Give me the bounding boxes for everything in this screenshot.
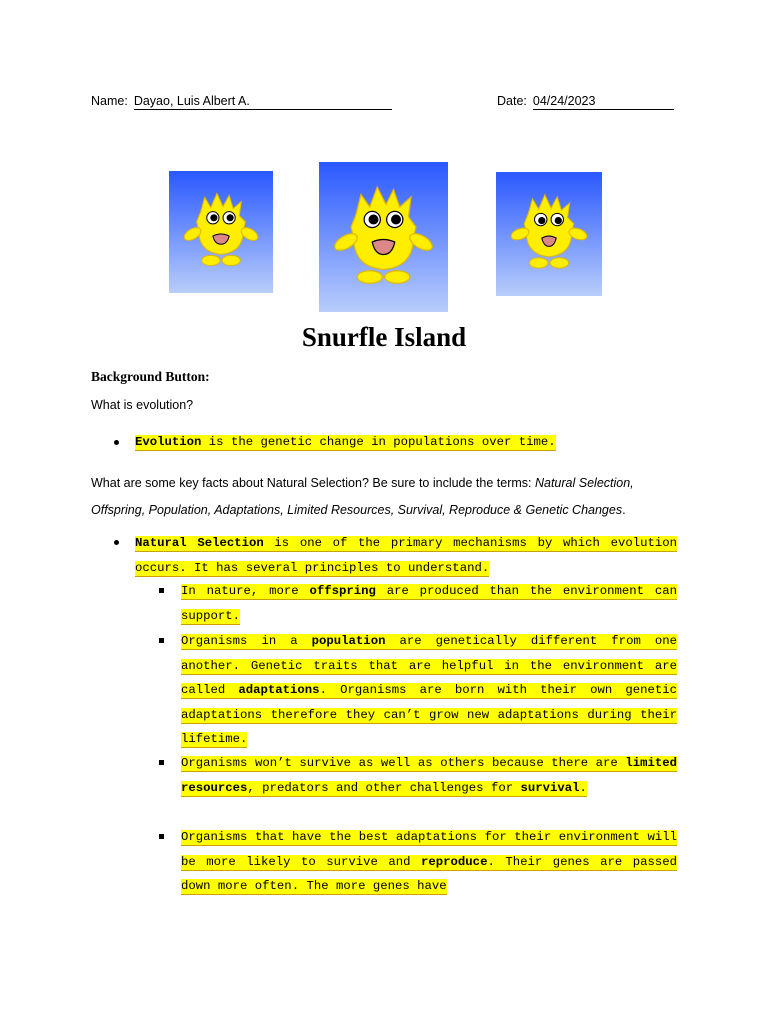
term-survival: survival xyxy=(520,780,580,795)
question-evolution: What is evolution? xyxy=(91,398,194,412)
page-title: Snurfle Island xyxy=(301,322,467,352)
term-limited-resources: limited resources xyxy=(181,756,677,795)
snurfle-creature-icon xyxy=(169,171,273,293)
question-natural-selection xyxy=(91,470,691,524)
date-value: 04/24/2023 xyxy=(533,94,674,110)
term-offspring: offspring xyxy=(309,584,376,598)
term-natural-selection: Natural Selection xyxy=(135,536,264,550)
natural-selection-text: is one of the primary mechanisms by which evolution occurs. It has several principles to understand. xyxy=(135,536,677,575)
bullet-icon xyxy=(114,540,119,545)
list-item: In nature, more offspring are produced than the environment can support. xyxy=(181,584,677,623)
name-value: Dayao, Luis Albert A. xyxy=(134,94,392,110)
answer-natural-selection xyxy=(135,531,677,580)
snurfle-image xyxy=(496,172,602,296)
list-item: Organisms that have the best adaptations for their environment will be more likely to survive and reproduce. Their genes are passed down more often. The more genes have xyxy=(181,830,677,893)
square-bullet-icon xyxy=(159,760,164,765)
question-suffix: . xyxy=(622,503,626,517)
snurfle-image xyxy=(169,171,273,293)
name-label: Name: xyxy=(91,94,128,108)
term-adaptations: adaptations xyxy=(238,683,320,697)
square-bullet-icon xyxy=(159,588,164,593)
question-prefix: What are some key facts about Natural Selection? Be sure to include the terms: xyxy=(91,476,535,490)
snurfle-image xyxy=(319,162,448,312)
term-reproduce: reproduce xyxy=(421,854,488,869)
term-evolution: Evolution xyxy=(135,435,202,449)
bullet-icon xyxy=(114,440,119,445)
snurfle-creature-icon xyxy=(496,172,602,296)
answer-evolution-text: is the genetic change in populations over time. xyxy=(201,435,556,449)
square-bullet-icon xyxy=(159,638,164,643)
list-item: Organisms won’t survive as well as others because there are limited resources, predators and other challenges for survival. xyxy=(181,756,677,795)
answer-evolution xyxy=(135,435,556,449)
question-terms: Natural Selection, Offspring, Population, Adaptations, Limited Resources, Survival, Reproduce & Genetic Changes xyxy=(91,476,634,517)
square-bullet-icon xyxy=(159,834,164,839)
name-field xyxy=(91,94,392,110)
date-label: Date: xyxy=(497,94,527,108)
list-item: Organisms in a population are genetically different from one another. Genetic traits that are helpful in the environment are called adaptations. Organisms are born with their own genetic adaptations therefore they can’t grow new adaptations during their lifetime. xyxy=(181,634,678,746)
snurfle-creature-icon xyxy=(319,162,448,312)
section-label: Background Button: xyxy=(91,369,210,384)
term-population: population xyxy=(311,634,386,648)
date-field xyxy=(497,94,674,110)
